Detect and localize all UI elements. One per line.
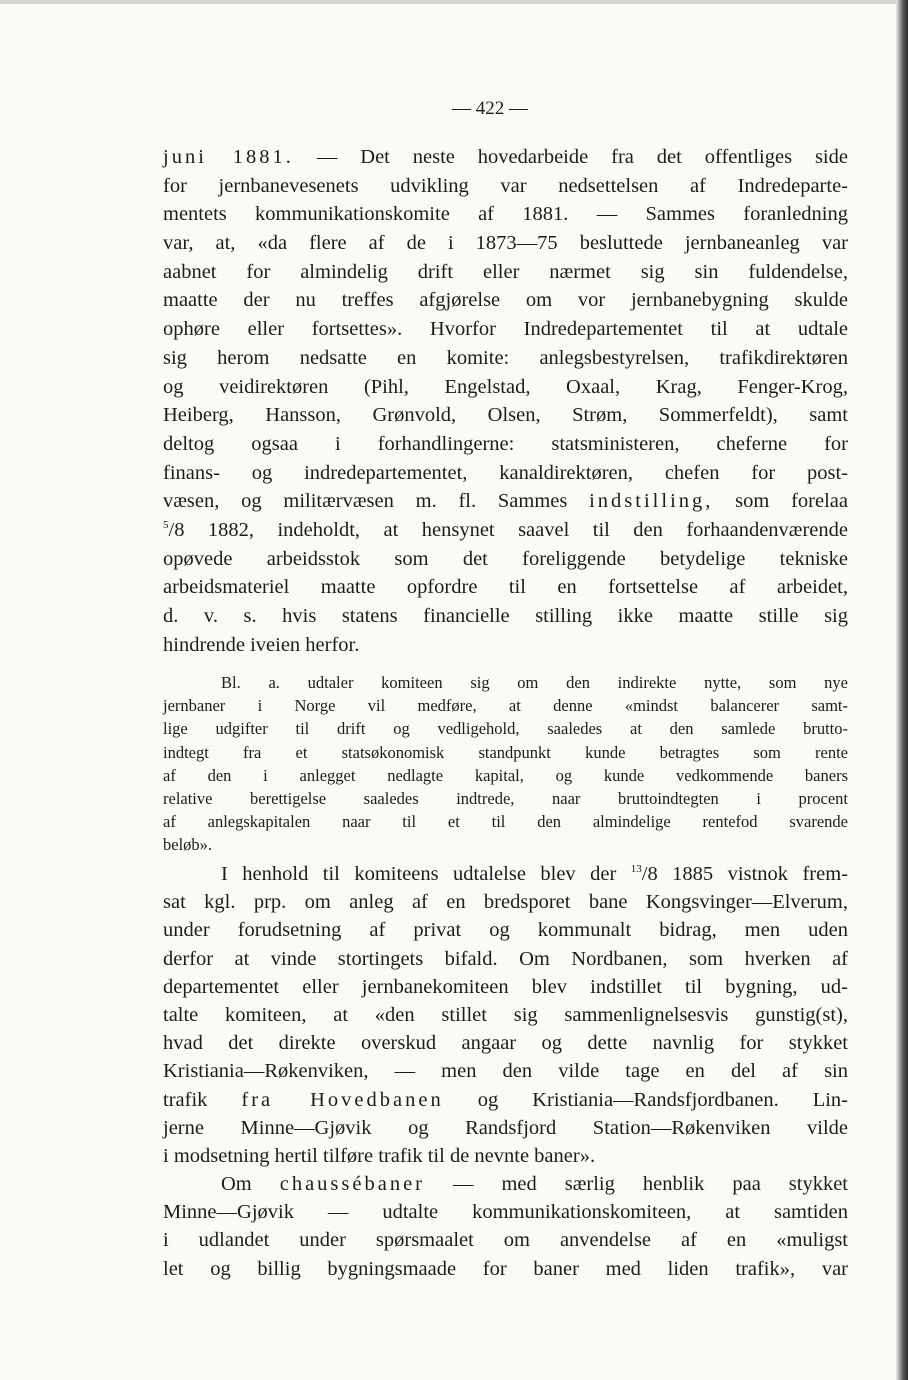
text-line [163,1001,848,1029]
page-number: — 422 — [452,98,528,119]
text-segment: lige udgifter til drift og vedligehold, saaledes at den samlede brutto- [163,719,848,739]
text-line [163,315,848,344]
text-segment: derfor at vinde stortingets bifald. Om Nordbanen, som hverken af [163,947,848,970]
text-line [163,516,848,545]
text-segment: deltog ogsaa i forhandlingerne: statsministeren, cheferne for [163,432,848,455]
text-line [163,200,848,229]
text-line [163,1170,848,1198]
text-line [163,1114,848,1142]
text-line [163,401,848,430]
fraction-numerator: 5 [163,519,169,532]
text-segment: og Kristiania—Randsfjordbanen. Lin- [443,1088,848,1111]
text-segment: som forelaa [713,490,848,513]
text-segment: trafik [163,1088,242,1111]
text-line [163,545,848,574]
text-segment: under forudsetning af privat og kommunalt bidrag, men uden [163,919,848,942]
text-line [163,573,848,602]
text-line [163,286,848,315]
text-segment: departementet eller jernbanekomiteen blev indstillet til bygning, ud- [163,975,848,998]
text-line [163,810,848,833]
text-line [163,229,848,258]
text-line [163,1086,848,1114]
spaced-emphasis: fra Hovedbanen [241,1088,444,1111]
text-line [163,143,848,172]
text-segment: sig herom nedsatte en komite: anlegsbestyrelsen, trafikdirektøren [163,346,848,369]
text-line [163,787,848,810]
text-segment: arbeidsmateriel maatte opfordre til en fortsettelse af arbeidet, [163,576,848,599]
spaced-emphasis: indstilling, [589,490,714,513]
text-segment: af den i anlegget nedlagte kapital, og kunde vedkommende baners [163,765,848,785]
text-line [163,373,848,402]
spaced-emphasis: chaussébaner [279,1173,426,1196]
text-line [163,1029,848,1057]
text-segment: Minne—Gjøvik — udtalte kommunikationskomiteen, at samtiden [163,1201,848,1224]
text-line [163,172,848,201]
text-segment: Kristiania—Røkenviken, — men den vilde tage en del af sin [163,1060,848,1083]
text-line [163,833,848,856]
text-segment: /8 1882, indeholdt, at hensynet saavel til den forhaandenværende [168,518,848,541]
text-segment: let og billig bygningsmaade for baner med liden trafik», var [163,1257,848,1280]
fraction-numerator: 13 [630,863,642,876]
text-segment: beløb». [163,835,213,855]
text-line [163,258,848,287]
text-segment: jernbaner i Norge vil medføre, at denne «mindst balancerer samt- [163,696,848,716]
text-line [163,487,848,516]
text-segment: væsen, og militærvæsen m. fl. Sammes [163,490,590,513]
text-segment: — med særlig henblik paa stykket [425,1173,848,1196]
text-segment: sat kgl. prp. om anleg af en bredsporet bane Kongsvinger—Elverum, [163,891,848,914]
text-segment: i modsetning hertil tilføre trafik til de nevnte baner». [163,1144,596,1167]
spaced-emphasis: juni 1881. [163,146,294,168]
text-line [163,1255,848,1283]
text-segment: — Det neste hovedarbeide fra det offentliges side [293,146,848,168]
text-segment: hindrende iveien herfor. [163,633,360,656]
text-line [163,1142,848,1170]
text-segment: /8 1885 vistnok frem- [641,863,848,885]
text-line [163,694,848,717]
scan-edge-right [896,0,908,1380]
text-line [163,602,848,631]
text-line [163,888,848,916]
text-line [163,671,848,694]
text-segment: og veidirektøren (Pihl, Engelstad, Oxaal, Krag, Fenger-Krog, [163,375,848,398]
text-segment: i udlandet under spørsmaalet om anvendelse af en «muligst [163,1229,848,1252]
text-line [163,1198,848,1226]
text-line [163,1057,848,1085]
text-line [163,459,848,488]
text-line [163,344,848,373]
paragraph-block [163,860,848,1283]
text-segment: Heiberg, Hansson, Grønvold, Olsen, Strøm, Sommerfeldt), samt [163,404,848,427]
text-segment: var, at, «da flere af de i 1873—75 besluttede jernbaneanleg var [163,232,848,255]
text-line [163,945,848,973]
text-segment: opøvede arbeidsstok som det foreliggende betydelige tekniske [163,547,848,570]
text-segment: Bl. a. udtaler komiteen sig om den indirekte nytte, som nye [221,673,848,692]
text-segment: af anlegskapitalen naar til et til den almindelige rentefod svarende [163,812,848,832]
text-line [163,717,848,740]
scan-edge-top [0,0,908,4]
text-line [163,764,848,787]
text-line [163,430,848,459]
text-segment: mentets kommunikationskomite af 1881. — Sammes foranledning [163,203,848,226]
text-segment: Om [221,1173,280,1196]
text-line [163,741,848,764]
text-segment: talte komiteen, at «den stillet sig sammenlignelsesvis gunstig(st), [163,1003,848,1026]
text-segment: hvad det direkte overskud angaar og dette navnlig for stykket [163,1032,848,1055]
text-line [163,916,848,944]
text-segment: jerne Minne—Gjøvik og Randsfjord Station—Røkenviken vilde [163,1116,848,1139]
text-segment: I henhold til komiteens udtalelse blev der [221,863,631,885]
text-line [163,860,848,888]
text-segment: aabnet for almindelig drift eller nærmet sig sin fuldendelse, [163,260,848,283]
text-segment: ophøre eller fortsettes». Hvorfor Indredepartementet til at udtale [163,318,848,341]
text-segment: relative berettigelse saaledes indtrede, naar bruttoindtegten i procent [163,788,848,808]
paragraph-block [163,143,848,659]
text-segment: maatte der nu treffes afgjørelse om vor jernbanebygning skulde [163,289,848,312]
text-line [163,973,848,1001]
text-segment: for jernbanevesenets udvikling var nedsettelsen af Indredeparte- [163,174,848,197]
text-line [163,1226,848,1254]
paragraph-block [163,671,848,857]
text-line [163,631,848,660]
text-segment: indtegt fra et statsøkonomisk standpunkt kunde betragtes som rente [163,742,848,762]
text-segment: d. v. s. hvis statens financielle stilling ikke maatte stille sig [163,605,848,627]
text-segment: finans- og indredepartementet, kanaldirektøren, chefen for post- [163,461,848,484]
